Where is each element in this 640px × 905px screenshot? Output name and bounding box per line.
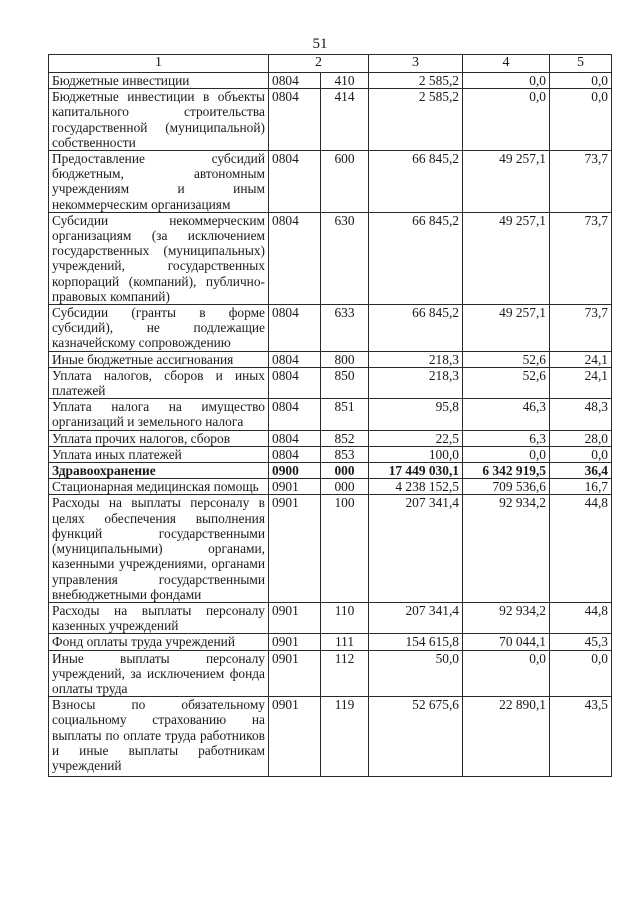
row-name-cell: Взносы по обязательному социальному страхованию на выплаты по оплате труда работников и иные выплаты работникам учреждений [49, 697, 269, 777]
row-expense-type-cell: 852 [321, 430, 369, 446]
row-expense-type-cell: 851 [321, 399, 369, 430]
row-expense-type-cell: 000 [321, 463, 369, 479]
row-value-col3-cell: 100,0 [369, 446, 463, 462]
table-row [49, 367, 612, 398]
row-value-col3-cell: 154 615,8 [369, 634, 463, 650]
row-value-col3-cell: 4 238 152,5 [369, 479, 463, 495]
row-section-code-cell: 0804 [269, 351, 321, 367]
row-section-code-cell: 0804 [269, 305, 321, 352]
row-name-cell: Субсидии некоммерческим организациям (за исключением государственных (муниципальных) учреждений, государственных корпораций (компаний), публично-правовых компаний) [49, 212, 269, 304]
table-row [49, 697, 612, 777]
row-name-cell: Фонд оплаты труда учреждений [49, 634, 269, 650]
row-expense-type-cell: 111 [321, 634, 369, 650]
row-value-col3-cell: 207 341,4 [369, 602, 463, 633]
row-value-col5-cell: 36,4 [550, 463, 612, 479]
row-name-cell: Расходы на выплаты персоналу в целях обеспечения выполнения функций государственными (муниципальными) органами, казенными учреждениями, органами управления государственными внебюджетными фондами [49, 495, 269, 602]
row-value-col5-cell: 0,0 [550, 73, 612, 89]
row-expense-type-cell: 112 [321, 650, 369, 697]
row-name-cell: Предоставление субсидий бюджетным, автономным учреждениям и иным некоммерческим организациям [49, 151, 269, 213]
row-name-cell: Уплата налога на имущество организаций и земельного налога [49, 399, 269, 430]
row-name-cell: Уплата налогов, сборов и иных платежей [49, 367, 269, 398]
table-body [49, 73, 612, 777]
row-section-code-cell: 0900 [269, 463, 321, 479]
row-value-col3-cell: 52 675,6 [369, 697, 463, 777]
row-value-col4-cell: 52,6 [463, 367, 550, 398]
row-value-col4-cell: 49 257,1 [463, 151, 550, 213]
row-section-code-cell: 0804 [269, 89, 321, 151]
row-section-code-cell: 0804 [269, 367, 321, 398]
row-expense-type-cell: 633 [321, 305, 369, 352]
header-col-1: 1 [49, 55, 269, 73]
row-value-col3-cell: 218,3 [369, 367, 463, 398]
row-value-col4-cell: 92 934,2 [463, 495, 550, 602]
budget-table [48, 54, 612, 777]
table-row [49, 602, 612, 633]
row-value-col4-cell: 0,0 [463, 650, 550, 697]
row-value-col5-cell: 73,7 [550, 305, 612, 352]
row-value-col4-cell: 709 536,6 [463, 479, 550, 495]
table-row [49, 151, 612, 213]
row-value-col5-cell: 45,3 [550, 634, 612, 650]
row-value-col5-cell: 16,7 [550, 479, 612, 495]
row-value-col3-cell: 95,8 [369, 399, 463, 430]
row-value-col5-cell: 24,1 [550, 367, 612, 398]
row-value-col3-cell: 66 845,2 [369, 151, 463, 213]
row-expense-type-cell: 410 [321, 73, 369, 89]
row-expense-type-cell: 800 [321, 351, 369, 367]
row-section-code-cell: 0901 [269, 634, 321, 650]
row-value-col5-cell: 73,7 [550, 212, 612, 304]
row-value-col5-cell: 0,0 [550, 650, 612, 697]
header-col-4: 4 [463, 55, 550, 73]
row-value-col4-cell: 0,0 [463, 73, 550, 89]
row-section-code-cell: 0901 [269, 495, 321, 602]
row-value-col4-cell: 22 890,1 [463, 697, 550, 777]
page-number: 51 [312, 36, 328, 52]
table-row [49, 479, 612, 495]
row-expense-type-cell: 119 [321, 697, 369, 777]
row-value-col4-cell: 6,3 [463, 430, 550, 446]
row-value-col3-cell: 66 845,2 [369, 305, 463, 352]
row-section-code-cell: 0804 [269, 212, 321, 304]
row-section-code-cell: 0901 [269, 479, 321, 495]
row-value-col5-cell: 73,7 [550, 151, 612, 213]
table-row [49, 89, 612, 151]
table-row [49, 650, 612, 697]
row-value-col5-cell: 44,8 [550, 495, 612, 602]
row-section-code-cell: 0804 [269, 446, 321, 462]
table-row [49, 463, 612, 479]
row-value-col4-cell: 92 934,2 [463, 602, 550, 633]
row-value-col3-cell: 2 585,2 [369, 89, 463, 151]
table-row [49, 446, 612, 462]
table-header-row [49, 55, 612, 73]
row-value-col4-cell: 49 257,1 [463, 305, 550, 352]
header-col-3: 3 [369, 55, 463, 73]
row-value-col3-cell: 207 341,4 [369, 495, 463, 602]
row-value-col4-cell: 52,6 [463, 351, 550, 367]
row-name-cell: Стационарная медицинская помощь [49, 479, 269, 495]
row-value-col4-cell: 0,0 [463, 446, 550, 462]
row-section-code-cell: 0804 [269, 151, 321, 213]
row-section-code-cell: 0804 [269, 399, 321, 430]
row-value-col4-cell: 0,0 [463, 89, 550, 151]
row-expense-type-cell: 600 [321, 151, 369, 213]
row-value-col4-cell: 6 342 919,5 [463, 463, 550, 479]
row-value-col3-cell: 17 449 030,1 [369, 463, 463, 479]
row-expense-type-cell: 414 [321, 89, 369, 151]
row-expense-type-cell: 000 [321, 479, 369, 495]
row-name-cell: Бюджетные инвестиции [49, 73, 269, 89]
header-col-5: 5 [550, 55, 612, 73]
row-expense-type-cell: 853 [321, 446, 369, 462]
row-name-cell: Субсидии (гранты в форме субсидий), не подлежащие казначейскому сопровождению [49, 305, 269, 352]
row-section-code-cell: 0804 [269, 430, 321, 446]
table-row [49, 212, 612, 304]
row-value-col4-cell: 46,3 [463, 399, 550, 430]
row-name-cell: Уплата иных платежей [49, 446, 269, 462]
row-value-col4-cell: 70 044,1 [463, 634, 550, 650]
row-section-code-cell: 0901 [269, 650, 321, 697]
row-value-col3-cell: 218,3 [369, 351, 463, 367]
row-value-col3-cell: 2 585,2 [369, 73, 463, 89]
row-value-col5-cell: 24,1 [550, 351, 612, 367]
row-value-col5-cell: 0,0 [550, 89, 612, 151]
table-row [49, 351, 612, 367]
row-value-col5-cell: 43,5 [550, 697, 612, 777]
row-value-col5-cell: 0,0 [550, 446, 612, 462]
row-expense-type-cell: 100 [321, 495, 369, 602]
row-value-col4-cell: 49 257,1 [463, 212, 550, 304]
row-value-col3-cell: 50,0 [369, 650, 463, 697]
table-row [49, 634, 612, 650]
row-value-col5-cell: 28,0 [550, 430, 612, 446]
row-section-code-cell: 0901 [269, 697, 321, 777]
row-name-cell: Здравоохранение [49, 463, 269, 479]
row-value-col5-cell: 48,3 [550, 399, 612, 430]
row-name-cell: Иные выплаты персоналу учреждений, за исключением фонда оплаты труда [49, 650, 269, 697]
row-value-col3-cell: 66 845,2 [369, 212, 463, 304]
row-expense-type-cell: 630 [321, 212, 369, 304]
table-row [49, 399, 612, 430]
table-row [49, 495, 612, 602]
row-name-cell: Бюджетные инвестиции в объекты капитального строительства государственной (муниципальной) собственности [49, 89, 269, 151]
row-expense-type-cell: 850 [321, 367, 369, 398]
table-row [49, 430, 612, 446]
row-value-col5-cell: 44,8 [550, 602, 612, 633]
row-value-col3-cell: 22,5 [369, 430, 463, 446]
table-row [49, 73, 612, 89]
row-name-cell: Иные бюджетные ассигнования [49, 351, 269, 367]
row-name-cell: Уплата прочих налогов, сборов [49, 430, 269, 446]
header-col-2: 2 [269, 55, 369, 73]
row-section-code-cell: 0901 [269, 602, 321, 633]
table-row [49, 305, 612, 352]
row-name-cell: Расходы на выплаты персоналу казенных учреждений [49, 602, 269, 633]
row-section-code-cell: 0804 [269, 73, 321, 89]
row-expense-type-cell: 110 [321, 602, 369, 633]
